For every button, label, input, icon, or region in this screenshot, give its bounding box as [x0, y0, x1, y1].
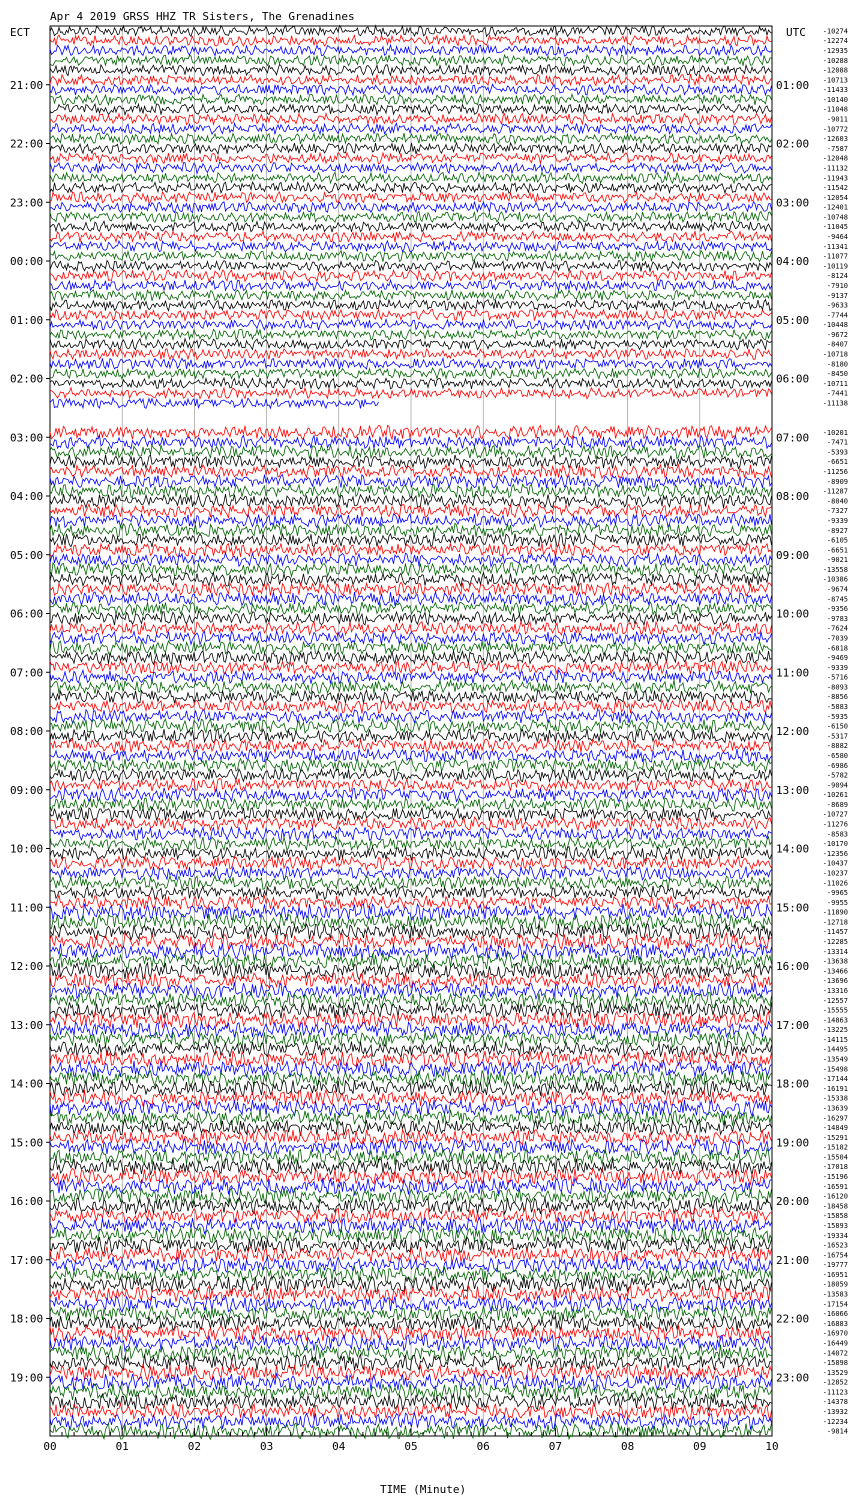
row-value: -15182 [822, 1143, 848, 1152]
row-value: -8882 [826, 742, 848, 751]
left-hour-label: 18:00 [10, 1312, 44, 1326]
row-value: -10711 [822, 379, 848, 388]
left-hour-label: 06:00 [10, 607, 44, 621]
right-hour-label: 16:00 [776, 960, 810, 973]
right-hour-label: 23:00 [776, 1371, 810, 1385]
right-hour-label: 13:00 [776, 783, 810, 797]
row-value: -16591 [822, 1182, 848, 1191]
row-value: -13316 [822, 986, 848, 995]
row-value: -6580 [826, 751, 848, 760]
row-value: -10274 [822, 27, 848, 36]
row-value: -12401 [822, 203, 848, 212]
row-value: -8927 [826, 526, 848, 535]
left-hour-label: 03:00 [10, 431, 44, 445]
row-value: -7441 [826, 389, 848, 398]
row-value: -8583 [826, 830, 848, 839]
x-tick-label: 09 [693, 1440, 707, 1453]
row-value: -14849 [822, 1124, 848, 1133]
x-tick-label: 01 [115, 1440, 129, 1453]
right-hour-label: 07:00 [776, 431, 810, 445]
right-hour-label: 09:00 [776, 548, 810, 562]
right-hour-label: 03:00 [776, 196, 810, 210]
row-value: -9783 [826, 614, 848, 623]
right-hour-label: 15:00 [776, 901, 810, 915]
right-hour-label: 08:00 [776, 490, 810, 503]
row-value: -17018 [822, 1163, 848, 1172]
row-value: -10713 [822, 76, 848, 85]
right-axis-label: UTC [786, 26, 806, 39]
row-value: -8856 [826, 693, 848, 702]
left-hour-label: 09:00 [10, 783, 44, 797]
row-value: -5782 [826, 771, 848, 780]
row-value: -13583 [822, 1290, 848, 1299]
row-value: -12088 [822, 66, 848, 75]
row-value: -12356 [822, 849, 848, 858]
row-value: -10748 [822, 213, 848, 222]
row-value: -13932 [822, 1408, 848, 1417]
left-hour-label: 21:00 [10, 78, 44, 92]
row-value: -10727 [822, 810, 848, 819]
right-hour-label: 12:00 [776, 725, 810, 738]
x-tick-label: 05 [404, 1440, 418, 1453]
row-value: -15898 [822, 1359, 848, 1368]
row-value: -8124 [826, 272, 848, 281]
row-value: -13466 [822, 967, 848, 976]
left-axis-label: ECT [10, 26, 30, 39]
row-value: -9965 [826, 889, 848, 898]
left-hour-label: 05:00 [10, 548, 44, 562]
row-value: -5716 [826, 673, 848, 682]
row-value: -11256 [822, 468, 848, 477]
row-value: -7910 [826, 281, 848, 290]
row-value: -9814 [826, 1427, 848, 1436]
row-value: -7471 [826, 438, 848, 447]
row-value: -15196 [822, 1173, 848, 1182]
left-hour-label: 00:00 [10, 255, 44, 268]
row-value: -16449 [822, 1339, 848, 1348]
row-value: -13314 [822, 947, 848, 956]
row-value: -11890 [822, 908, 848, 917]
row-value: -6651 [826, 546, 848, 555]
row-value: -11138 [822, 399, 848, 408]
right-hour-label: 10:00 [776, 607, 810, 621]
right-hour-label: 02:00 [776, 137, 810, 151]
row-value: -8909 [826, 477, 848, 486]
row-value: -7744 [826, 311, 848, 320]
left-hour-label: 14:00 [10, 1077, 44, 1091]
row-value: -15893 [822, 1221, 848, 1230]
left-hour-label: 07:00 [10, 666, 44, 680]
row-value: -15504 [822, 1153, 848, 1162]
row-value: -17154 [822, 1300, 848, 1309]
x-tick-label: 03 [259, 1440, 274, 1453]
row-value: -14115 [822, 1035, 848, 1044]
row-value: -9339 [826, 516, 848, 525]
row-value: -13225 [822, 1026, 848, 1035]
row-value: -10119 [822, 262, 848, 271]
row-value: -8040 [826, 497, 848, 506]
row-value: -10718 [822, 350, 848, 359]
row-value: -7624 [826, 624, 848, 633]
right-hour-label: 04:00 [776, 255, 810, 268]
right-hour-label: 11:00 [776, 666, 810, 680]
row-value: -10170 [822, 840, 848, 849]
row-value: -6105 [826, 536, 848, 545]
left-hour-label: 23:00 [10, 196, 44, 210]
row-value: -14495 [822, 1045, 848, 1054]
row-value: -8407 [826, 340, 848, 349]
row-value: -16951 [822, 1270, 848, 1279]
row-value: -9356 [826, 605, 848, 614]
row-value: -9011 [826, 115, 848, 124]
left-hour-label: 04:00 [10, 490, 44, 503]
row-value: -14072 [822, 1349, 848, 1358]
row-value: -13639 [822, 1104, 848, 1113]
row-value: -12054 [822, 193, 848, 202]
row-value: -13529 [822, 1368, 848, 1377]
row-value: -10201 [822, 428, 848, 437]
x-tick-label: 10 [765, 1440, 779, 1453]
row-value: -10772 [822, 125, 848, 134]
row-value: -18458 [822, 1202, 848, 1211]
row-value: -11123 [822, 1388, 848, 1397]
right-hour-label: 19:00 [776, 1136, 810, 1150]
row-value: -8093 [826, 683, 848, 692]
x-tick-label: 02 [187, 1440, 202, 1453]
row-count-values [823, 27, 848, 1435]
left-hour-label: 22:00 [10, 137, 44, 151]
row-value: -11341 [822, 242, 848, 251]
row-value: -14378 [822, 1398, 848, 1407]
left-hour-label: 16:00 [10, 1195, 44, 1208]
row-value: -9339 [826, 663, 848, 672]
left-hour-label: 15:00 [10, 1136, 44, 1150]
right-hour-label: 20:00 [776, 1195, 810, 1208]
row-value: -15291 [822, 1133, 848, 1142]
row-value: -12935 [822, 46, 848, 55]
row-value: -6818 [826, 644, 848, 653]
row-value: -7327 [826, 507, 848, 516]
row-value: -9021 [826, 556, 848, 565]
row-value: -13549 [822, 1055, 848, 1064]
left-hour-label: 02:00 [10, 372, 44, 386]
row-value: -16754 [822, 1251, 848, 1260]
row-value: -11045 [822, 223, 848, 232]
row-value: -8745 [826, 595, 848, 604]
row-value: -9672 [826, 330, 848, 339]
row-value: -9094 [826, 781, 848, 790]
right-hour-label: 22:00 [776, 1312, 810, 1326]
row-value: -13638 [822, 957, 848, 966]
row-value: -15555 [822, 1006, 848, 1015]
left-hour-label: 17:00 [10, 1253, 44, 1267]
row-value: -11433 [822, 86, 848, 95]
right-hour-labels [776, 79, 809, 1385]
x-tick-label: 08 [620, 1440, 635, 1453]
x-tick-label: 06 [476, 1440, 490, 1453]
row-value: -12603 [822, 135, 848, 144]
row-value: -9469 [826, 654, 848, 663]
row-value: -16066 [822, 1310, 848, 1319]
row-value: -12274 [822, 37, 848, 46]
row-value: -19334 [822, 1231, 848, 1240]
trace-row [50, 398, 379, 409]
left-hour-label: 11:00 [10, 901, 44, 915]
row-value: -11542 [822, 184, 848, 193]
row-value: -12234 [822, 1417, 848, 1426]
row-value: -5317 [826, 732, 848, 741]
row-value: -11048 [822, 105, 848, 114]
row-value: -6651 [826, 458, 848, 467]
row-value: -17144 [822, 1075, 848, 1084]
right-hour-label: 18:00 [776, 1077, 810, 1091]
right-hour-label: 17:00 [776, 1018, 810, 1032]
row-value: -12852 [822, 1378, 848, 1387]
row-value: -10437 [822, 859, 848, 868]
row-value: -8180 [826, 360, 848, 369]
row-value: -11026 [822, 879, 848, 888]
left-hour-label: 08:00 [10, 725, 44, 738]
row-value: -15498 [822, 1065, 848, 1074]
row-value: -9674 [826, 585, 848, 594]
row-value: -12718 [822, 918, 848, 927]
x-tick-label: 04 [332, 1440, 346, 1453]
row-value: -6986 [826, 761, 848, 770]
row-value: -19777 [822, 1261, 848, 1270]
row-value: -5935 [826, 712, 848, 721]
right-hour-label: 06:00 [776, 372, 810, 386]
row-value: -18059 [822, 1280, 848, 1289]
row-value: -10237 [822, 869, 848, 878]
row-value: -10448 [822, 321, 848, 330]
row-value: -11943 [822, 174, 848, 183]
row-value: -6150 [826, 722, 848, 731]
row-value: -11276 [822, 820, 848, 829]
row-value: -14863 [822, 1016, 848, 1025]
row-value: -9633 [826, 301, 848, 310]
row-value: -9955 [826, 898, 848, 907]
row-value: -16523 [822, 1241, 848, 1250]
row-value: -9464 [826, 233, 848, 242]
row-value: -11287 [822, 487, 848, 496]
row-value: -15858 [822, 1212, 848, 1221]
row-value: -12557 [822, 996, 848, 1005]
right-hour-label: 05:00 [776, 313, 810, 327]
row-value: -15338 [822, 1094, 848, 1103]
left-hour-labels [10, 79, 50, 1385]
row-value: -9137 [826, 291, 848, 300]
left-hour-label: 10:00 [10, 842, 44, 856]
row-value: -7587 [826, 144, 848, 153]
row-value: -16191 [822, 1084, 848, 1093]
row-value: -16883 [822, 1319, 848, 1328]
row-value: -16970 [822, 1329, 848, 1338]
row-value: -11457 [822, 928, 848, 937]
row-value: -12285 [822, 938, 848, 947]
x-tick-label: 07 [548, 1440, 563, 1453]
right-hour-label: 01:00 [776, 78, 810, 92]
row-value: -13696 [822, 977, 848, 986]
left-hour-label: 12:00 [10, 960, 44, 973]
row-value: -11132 [822, 164, 848, 173]
row-value: -10386 [822, 575, 848, 584]
left-hour-label: 19:00 [10, 1371, 44, 1385]
row-value: -8450 [826, 370, 848, 379]
left-hour-label: 01:00 [10, 313, 44, 327]
right-hour-label: 21:00 [776, 1253, 810, 1267]
row-value: -5883 [826, 703, 848, 712]
row-value: -10288 [822, 56, 848, 65]
left-hour-label: 13:00 [10, 1018, 44, 1032]
x-tick-label: 00 [43, 1440, 57, 1453]
row-value: -12048 [822, 154, 848, 163]
row-value: -7039 [826, 634, 848, 643]
row-value: -16297 [822, 1114, 848, 1123]
row-value: -16120 [822, 1192, 848, 1201]
x-axis-label: TIME (Minute) [380, 1483, 467, 1496]
row-value: -10140 [822, 95, 848, 104]
row-value: -11077 [822, 252, 848, 261]
row-value: -8689 [826, 800, 848, 809]
row-value: -10261 [822, 791, 848, 800]
row-value: -5393 [826, 448, 848, 457]
chart-title: Apr 4 2019 GRSS HHZ TR Sisters, The Grenadines [50, 10, 355, 23]
right-hour-label: 14:00 [776, 842, 810, 856]
row-value: -13558 [822, 565, 848, 574]
